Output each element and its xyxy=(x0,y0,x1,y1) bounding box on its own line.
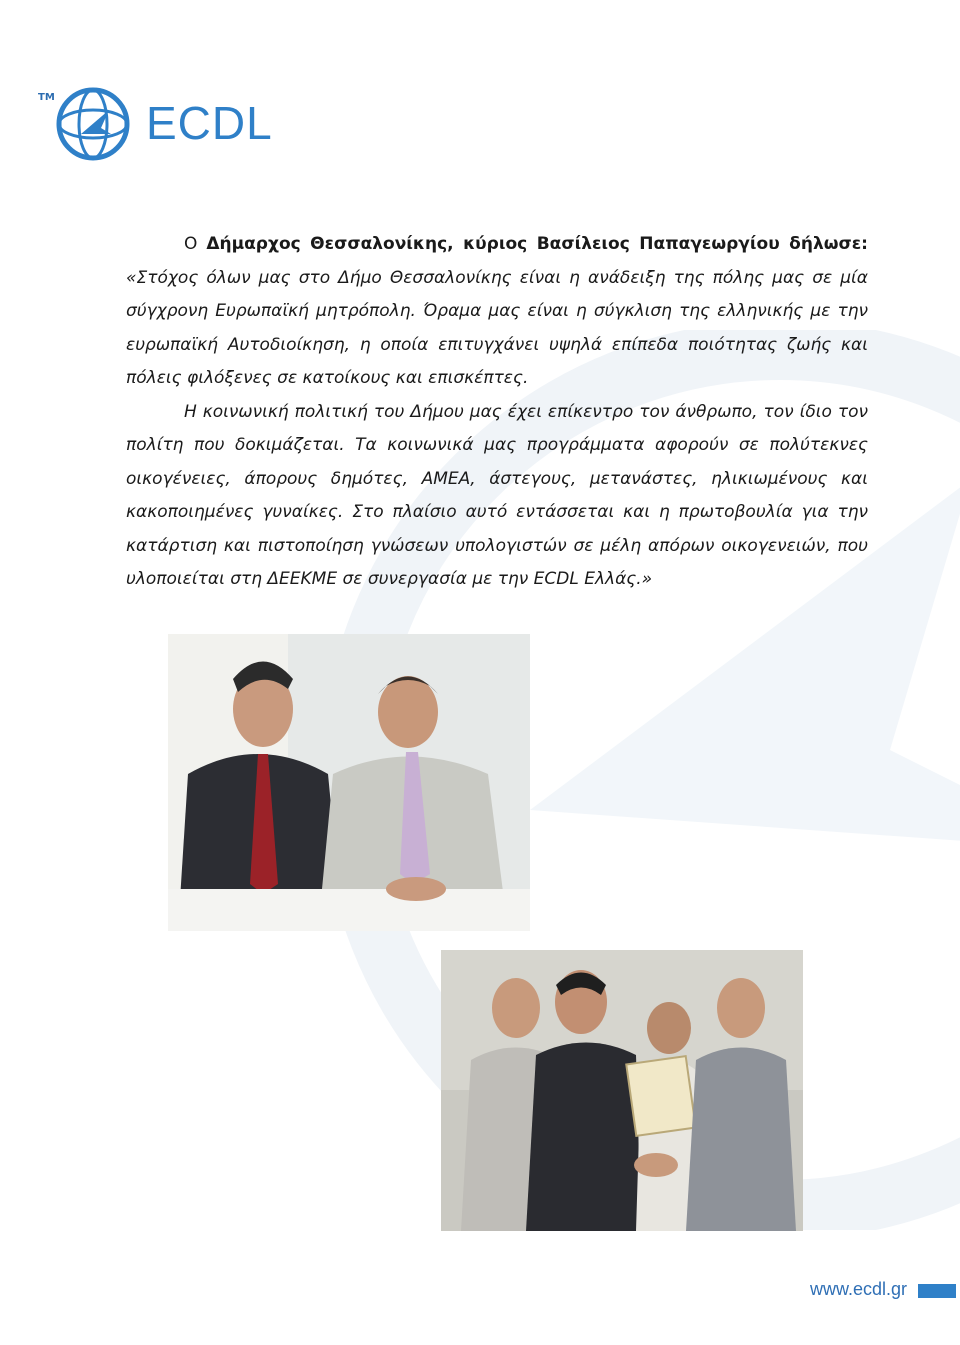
photo-mayor-seated xyxy=(168,634,530,931)
trademark-label: TM xyxy=(38,92,55,103)
footer-accent-bar xyxy=(918,1284,956,1298)
statement-prefix: Ο xyxy=(184,234,207,254)
mayor-quote-part1: «Στόχος όλων μας στο Δήμο Θεσσαλονίκης είναι η ανάδειξη της πόλης μας σε μία σύγχρονη Ευρωπαϊκή μητρόπολη. Όραμα μας είναι η σύγκλιση της ελληνικής με την ευρωπαϊκή Αυτοδιοίκηση, η οποία επιτυγχάνει υψηλά επίπεδα ποιότητας ζωής και πόλεις φιλόξενες σε κατοίκους και επισκέπτες. xyxy=(126,267,868,388)
mayor-quote-part2: Η κοινωνική πολιτική του Δήμου μας έχει επίκεντρο τον άνθρωπο, τον ίδιο τον πολίτη που δοκιμάζεται. Τα κοινωνικά μας προγράμματα αφορούν σε πολύτεκνες οικογένειες, άπορους δημότες, ΑΜΕΑ, άστεγους, μετανάστες, ηλικιωμένους και κακοποιημένες γυναίκες. Στο πλαίσιο αυτό εντάσσεται και η πρωτοβουλία για την κατάρτιση και πιστοποίηση γνώσεων υπολογιστών σε μέλη απόρων οικογενειών, που υλοποιείται στη ΔΕΕΚΜΕ σε συνεργασία με την ECDL Ελλάς.» xyxy=(126,401,868,589)
photo-certificate-handshake xyxy=(441,950,803,1231)
mayor-statement-heading: Δήμαρχος Θεσσαλονίκης, κύριος Βασίλειος Παπαγεωργίου δήλωσε: xyxy=(206,234,868,254)
ecdl-logo-text: ECDL xyxy=(146,97,273,149)
paragraph-statement xyxy=(126,228,868,396)
paragraph-social-policy xyxy=(126,396,868,597)
article-body xyxy=(126,228,868,597)
footer-website-url: www.ecdl.gr xyxy=(810,1279,908,1299)
